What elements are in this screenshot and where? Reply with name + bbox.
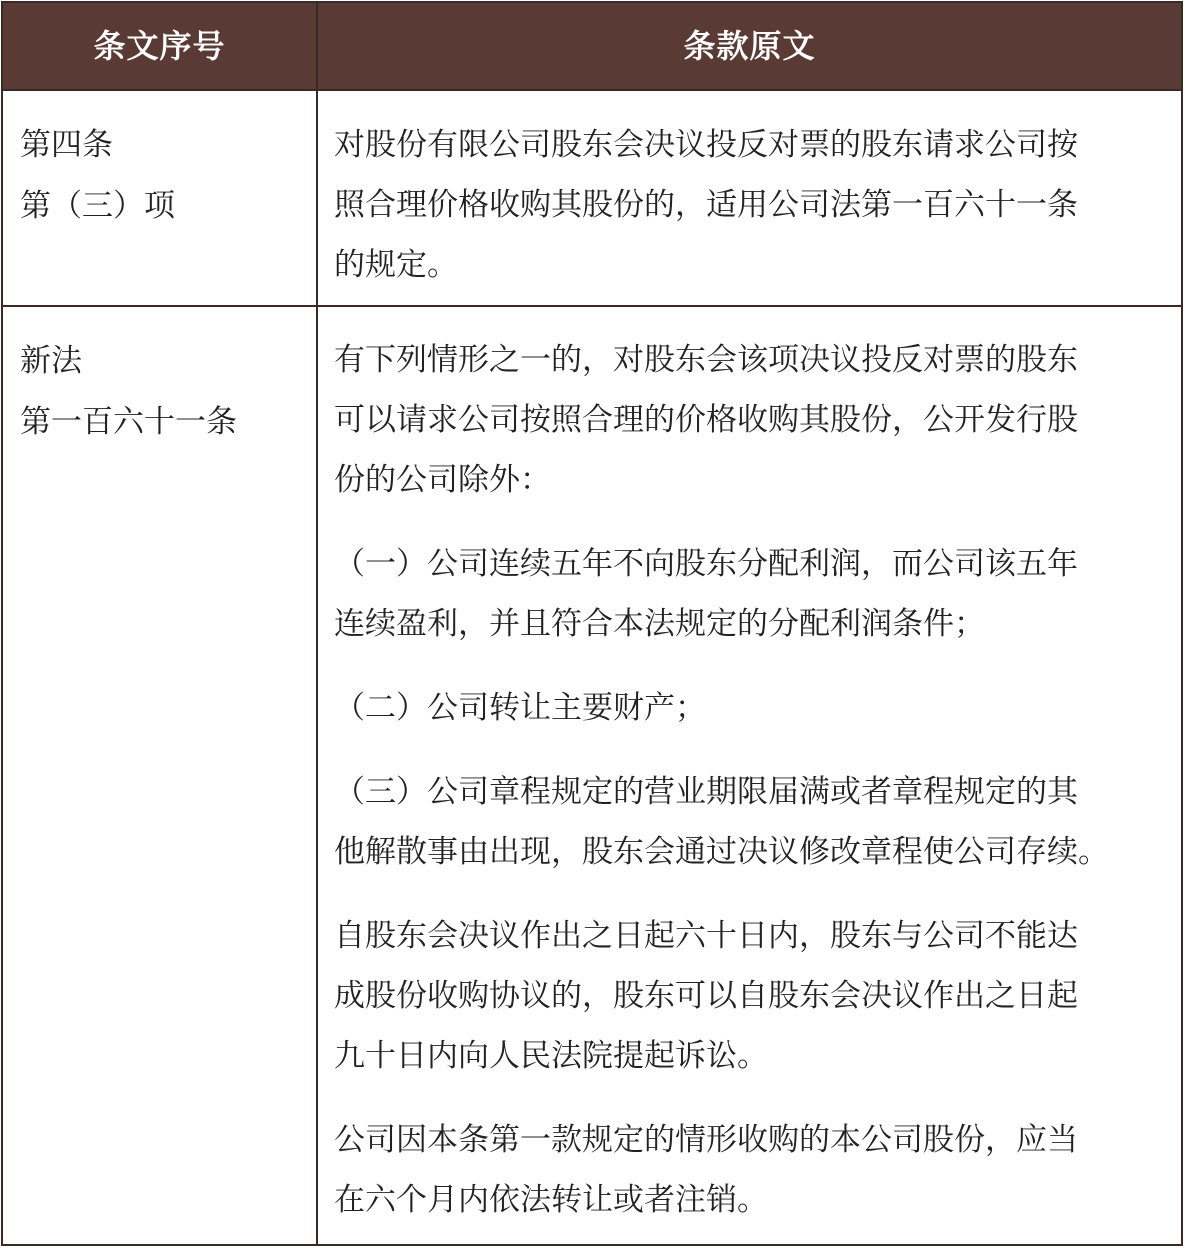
- article-number-cell: [20, 115, 310, 237]
- text-line: （二）公司转让主要财产；: [334, 690, 706, 726]
- article-paragraph: [334, 330, 1169, 510]
- article-number-cell: [20, 331, 310, 453]
- text-line: 有下列情形之一的，对股东会该项决议投反对票的股东: [334, 342, 1078, 378]
- text-line: 公司因本条第一款规定的情形收购的本公司股份，应当: [334, 1122, 1078, 1158]
- text-line: 连续盈利，并且符合本法规定的分配利润条件；: [334, 606, 985, 642]
- text-line: 份的公司除外：: [334, 462, 551, 498]
- article-number-line: 第四条: [20, 127, 113, 163]
- header-original-text: 条款原文: [683, 27, 816, 65]
- article-number-line: 新法: [20, 343, 82, 379]
- text-line: 他解散事由出现，股东会通过决议修改章程使公司存续。: [334, 834, 1109, 870]
- column-divider: [316, 3, 318, 1244]
- table-row: [3, 91, 1181, 307]
- table-row: [3, 307, 1181, 1246]
- table-header: [3, 3, 1181, 91]
- text-line: 的规定。: [334, 247, 458, 283]
- text-line: 成股份收购协议的，股东可以自股东会决议作出之日起: [334, 978, 1078, 1014]
- text-line: 在六个月内依法转让或者注销。: [334, 1182, 768, 1218]
- article-paragraph: [334, 678, 1169, 738]
- article-paragraph: [334, 534, 1169, 654]
- text-line: 自股东会决议作出之日起六十日内，股东与公司不能达: [334, 918, 1078, 954]
- article-number-line: 第一百六十一条: [20, 404, 237, 440]
- article-text-cell: [334, 115, 1169, 295]
- text-line: 对股份有限公司股东会决议投反对票的股东请求公司按: [334, 127, 1078, 163]
- article-paragraph: [334, 1110, 1169, 1230]
- article-text-cell: [334, 330, 1169, 1230]
- header-article-number: 条文序号: [93, 27, 226, 65]
- text-line: 九十日内向人民法院提起诉讼。: [334, 1038, 768, 1074]
- text-line: （三）公司章程规定的营业期限届满或者章程规定的其: [334, 774, 1078, 810]
- text-line: 照合理价格收购其股份的，适用公司法第一百六十一条: [334, 187, 1078, 223]
- text-line: 可以请求公司按照合理的价格收购其股份，公开发行股: [334, 402, 1078, 438]
- article-paragraph: [334, 906, 1169, 1086]
- text-line: （一）公司连续五年不向股东分配利润，而公司该五年: [334, 546, 1078, 582]
- law-comparison-table: [1, 1, 1183, 1246]
- article-paragraph: [334, 115, 1169, 295]
- article-number-line: 第（三）项: [20, 188, 175, 224]
- article-paragraph: [334, 762, 1169, 882]
